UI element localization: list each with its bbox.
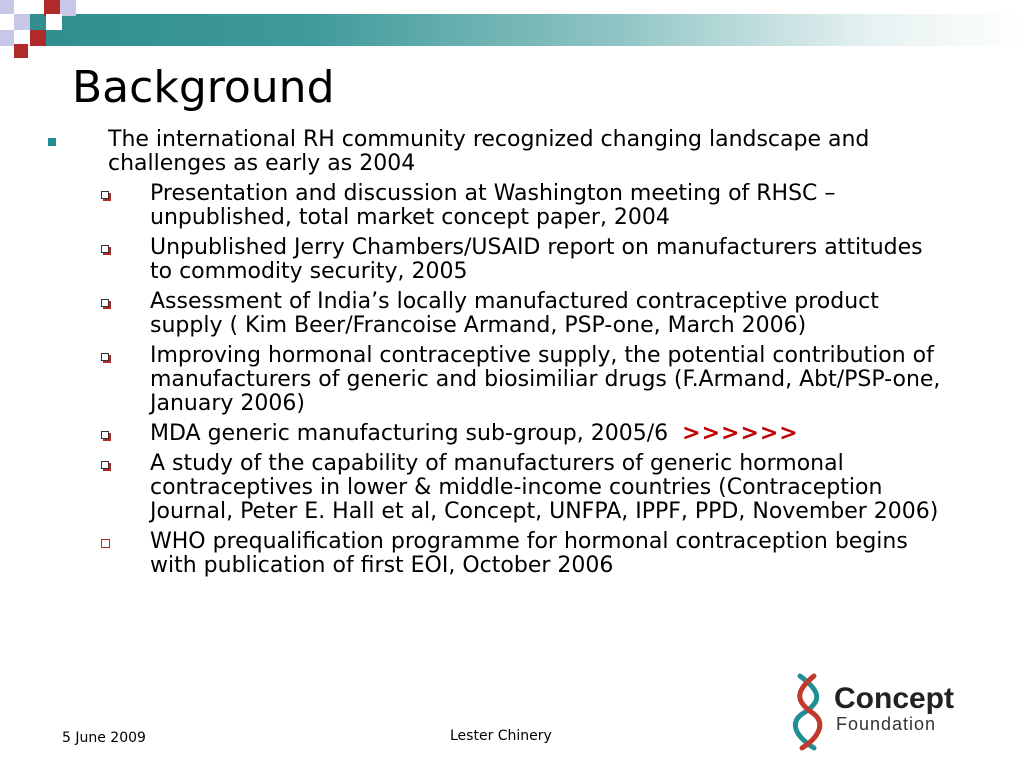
sub-bullet-text: Improving hormonal contraceptive supply, the potential contribution of manufacturers of generic and biosimiliar drugs (F.Armand, Abt/PSP-one, January 2006) [150, 343, 941, 416]
shadow-square-bullet-icon [101, 431, 109, 439]
square-bullet-icon [48, 138, 56, 146]
sub-bullet [46, 344, 946, 416]
sub-bullet [46, 182, 946, 230]
arrow-marker: >>>>>> [682, 421, 799, 446]
header-gradient-bar [0, 14, 1024, 46]
shadow-square-bullet-icon [101, 299, 109, 307]
footer-date: 5 June 2009 [62, 730, 146, 746]
shadow-square-bullet-icon [101, 191, 109, 199]
footer-author: Lester Chinery [450, 728, 552, 744]
shadow-square-bullet-icon [101, 353, 109, 361]
concept-foundation-logo [792, 672, 982, 752]
slide-content [46, 128, 946, 584]
logo-word-foundation: Foundation [836, 714, 937, 734]
sub-bullet-text: Presentation and discussion at Washington meeting of RHSC – unpublished, total market concept paper, 2004 [150, 181, 836, 230]
sub-bullet-text: MDA generic manufacturing sub-group, 2005/6 [150, 421, 669, 446]
logo-word-concept: Concept [834, 682, 954, 715]
bullet-main-text: The international RH community recognized changing landscape and challenges as early as 2004 [108, 127, 870, 176]
shadow-square-bullet-icon [101, 461, 109, 469]
slide-title: Background [72, 62, 335, 113]
bullet-main [46, 128, 946, 176]
sub-bullet [46, 290, 946, 338]
sub-bullet-text: WHO prequalification programme for hormonal contraception begins with publication of first EOI, October 2006 [150, 529, 908, 578]
dna-helix-icon [792, 672, 828, 752]
hollow-square-bullet-icon [101, 539, 110, 548]
sub-bullet [46, 422, 946, 446]
sub-bullet-text: A study of the capability of manufacturers of generic hormonal contraceptives in lower & middle-income countries (Contraception Journal, Peter E. Hall et al, Concept, UNFPA, IPPF, PPD, November 2006) [150, 451, 939, 524]
sub-bullet-text: Unpublished Jerry Chambers/USAID report on manufacturers attitudes to commodity security, 2005 [150, 235, 923, 284]
sub-bullet-text: Assessment of India’s locally manufactured contraceptive product supply ( Kim Beer/Francoise Armand, PSP-one, March 2006) [150, 289, 879, 338]
sub-bullet [46, 530, 946, 578]
sub-bullet [46, 236, 946, 284]
shadow-square-bullet-icon [101, 245, 109, 253]
sub-bullet [46, 452, 946, 524]
